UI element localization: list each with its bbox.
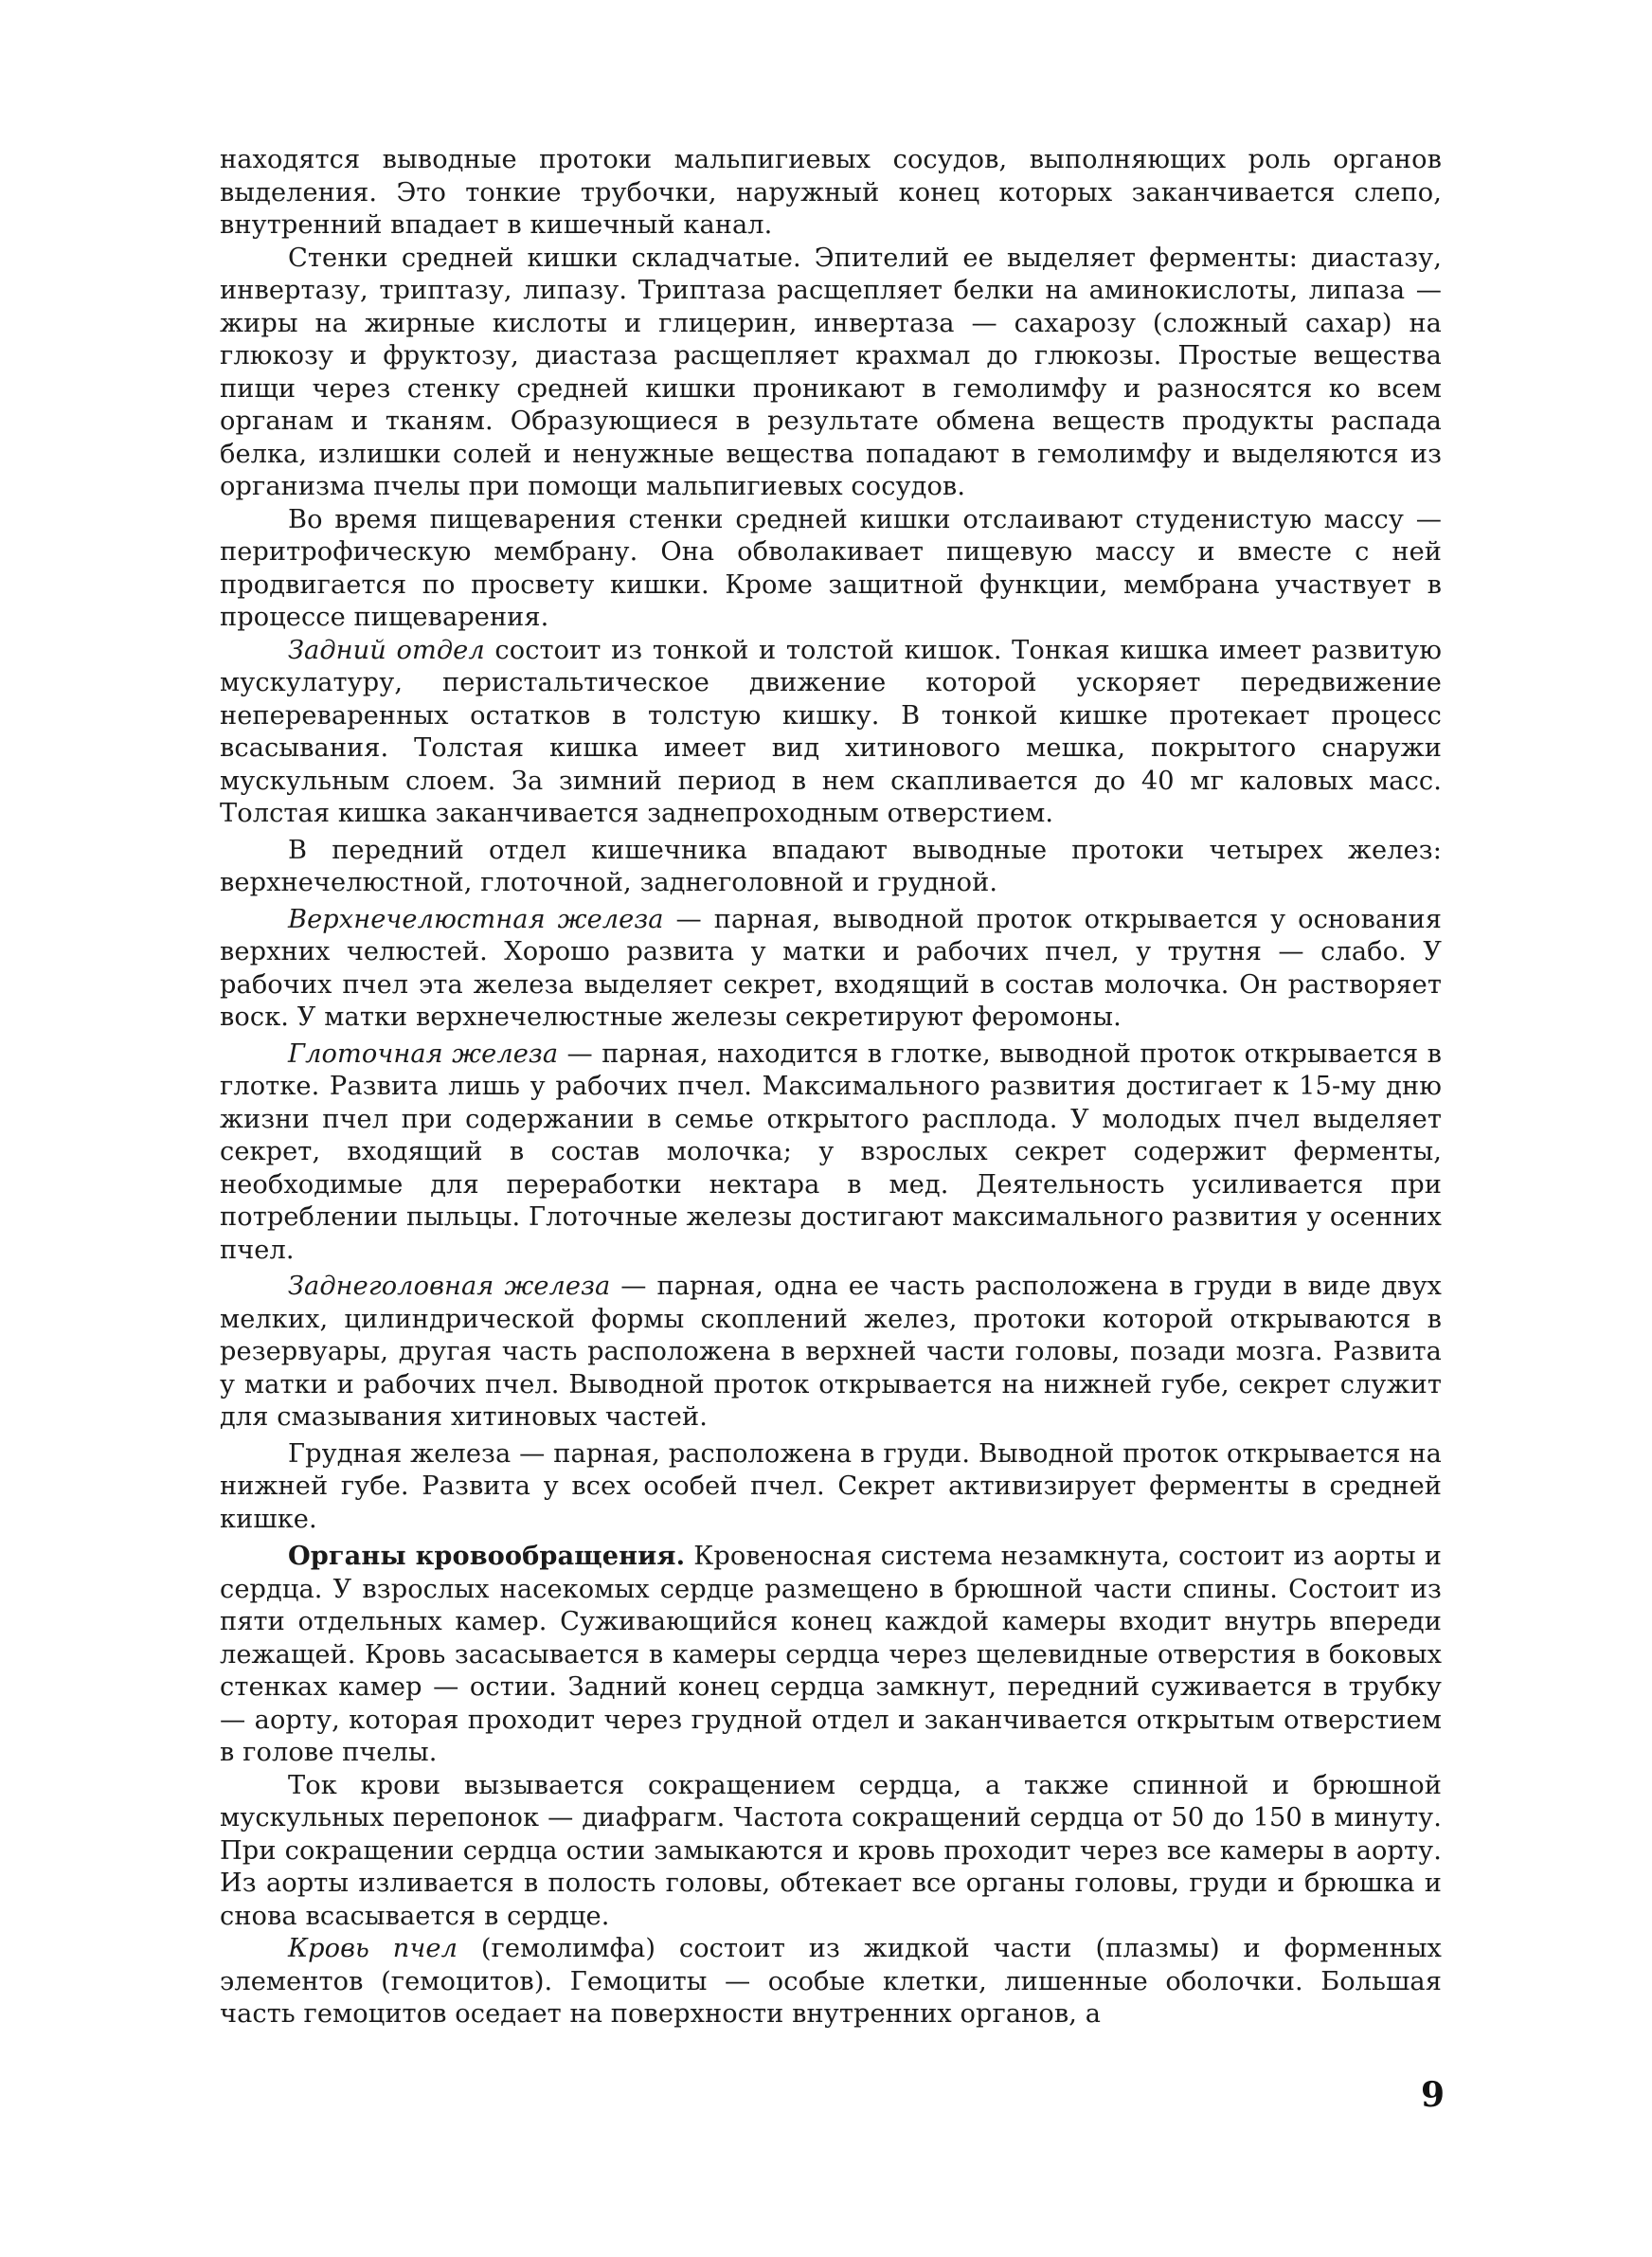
paragraph-malpighian-tubules: находятся выводные протоки мальпигиевых сосудов, выполняющих роль органов выделения. Это тонкие трубочки, наружный конец которых заканчивается слепо, внутренний впадает в кишечный канал. <box>220 145 1442 240</box>
paragraph-mandibular-gland-text: — парная, выводной проток открывается у основания верхних челюстей. Хорошо развита у матки и рабочих пчел, у трутня — слабо. У рабочих пчел эта железа выделяет секрет, входящий в состав молочка. Он растворяет воск. У матки верхнечелюстные железы секретируют феромоны. <box>220 904 1443 1032</box>
term-mandibular-gland: Верхнечелюстная железа <box>288 904 664 934</box>
term-pharyngeal-gland: Глоточная железа <box>288 1038 559 1069</box>
paragraph-blood-flow: Ток крови вызывается сокращением сердца, а также спинной и брюшной мускульных перепонок — диафрагм. Частота сокращений сердца от 50 до 150 в минуту. При сокращении сердца остии замыкаются и кровь проходит через все камеры в аорту. Из аорты изливается в полость головы, обтекает все органы головы, груди и брюшка и снова всасывается в сердце. <box>220 1770 1442 1931</box>
paragraph-pharyngeal-gland-text: — парная, находится в глотке, выводной проток открывается в глотке. Развита лишь у рабочих пчел. Максимального развития достигает к 15-му дню жизни пчел при содержании в семье открытого расплода. У молодых пчел выделяет секрет, входящий в состав молочка; у взрослых секрет содержит ферменты, необходимые для переработки нектара в мед. Деятельность усиливается при потреблении пыльцы. Глоточные железы достигают максимального развития у осенних пчел. <box>220 1038 1442 1265</box>
paragraph-bee-blood <box>220 1933 1442 2031</box>
page-number: 9 <box>1421 2075 1446 2115</box>
term-circulatory-organs: Органы кровообращения. <box>288 1541 686 1571</box>
paragraph-circulatory-organs-text: Кровеносная система незамкнута, состоит из аорты и сердца. У взрослых насекомых сердце размещено в брюшной части спины. Состоит из пяти отдельных камер. Суживающийся конец каждой камеры входит внутрь впереди лежащей. Кровь засасывается в камеры сердца через щелевидные отверстия в боковых стенках камер — остии. Задний конец сердца замкнут, передний суживается в трубку — аорту, которая проходит через грудной отдел и заканчивается открытым отверстием в голове пчелы. <box>220 1542 1442 1767</box>
paragraph-mandibular-gland <box>220 904 1442 1035</box>
page-body <box>220 144 1442 2031</box>
term-bee-blood: Кровь пчел <box>288 1934 458 1963</box>
term-postcerebral-gland: Заднеголовная железа <box>288 1272 611 1301</box>
paragraph-four-glands: В передний отдел кишечника впадают выводные протоки четырех желез: верхнечелюстной, глоточной, заднеголовной и грудной. <box>220 835 1442 897</box>
paragraph-hindgut-text: состоит из тонкой и толстой кишок. Тонкая кишка имеет развитую мускулатуру, перистальтическое движение которой ускоряет передвижение непереваренных остатков в толстую кишку. В тонкой кишке протекает процесс всасывания. Толстая кишка имеет вид хитинового мешка, покрытого снаружи мускульным слоем. За зимний период в нем скапливается до 40 мг каловых масс. Толстая кишка заканчивается заднепроходным отверстием. <box>220 635 1442 828</box>
paragraph-bee-blood-text: (гемолимфа) состоит из жидкой части (плазмы) и форменных элементов (гемоцитов). Гемоциты — особые клетки, лишенные оболочки. Большая часть гемоцитов оседает на поверхности внутренних органов, а <box>220 1934 1442 2029</box>
paragraph-postcerebral-gland <box>220 1271 1442 1435</box>
paragraph-pharyngeal-gland <box>220 1038 1442 1268</box>
paragraph-postcerebral-gland-text: — парная, одна ее часть расположена в груди в виде двух мелких, цилиндрической формы скоплений желез, протоки которой открываются в резервуары, другая часть расположена в верхней части головы, позади мозга. Развита у матки и рабочих пчел. Выводной проток открывается на нижней губе, секрет служит для смазывания хитиновых частей. <box>220 1272 1442 1432</box>
paragraph-thoracic-gland: Грудная железа — парная, расположена в груди. Выводной проток открывается на нижней губе. Развита у всех особей пчел. Секрет активизирует ферменты в средней кишке. <box>220 1438 1442 1534</box>
term-hindgut: Задний отдел <box>288 635 485 665</box>
paragraph-circulatory-organs <box>220 1540 1442 1770</box>
paragraph-hindgut <box>220 635 1442 831</box>
paragraph-peritrophic-membrane: Во время пищеварения стенки средней кишки отслаивают студенистую массу — перитрофическую мембрану. Она обволакивает пищевую массу и вместе с ней продвигается по просвету кишки. Кроме защитной функции, мембрана участвует в процессе пищеварения. <box>220 504 1442 632</box>
paragraph-midgut-walls: Стенки средней кишки складчатые. Эпителий ее выделяет ферменты: диастазу, инвертазу, триптазу, липазу. Триптаза расщепляет белки на аминокислоты, липаза — жиры на жирные кислоты и глицерин, инвертаза — сахарозу (сложный сахар) на глюкозу и фруктозу, диастаза расщепляет крахмал до глюкозы. Простые вещества пищи через стенку средней кишки проникают в гемолимфу и разносятся ко всем органам и тканям. Образующиеся в результате обмена веществ продукты распада белка, излишки солей и ненужные вещества попадают в гемолимфу и выделяются из организма пчелы при помощи мальпигиевых сосудов. <box>220 243 1442 501</box>
